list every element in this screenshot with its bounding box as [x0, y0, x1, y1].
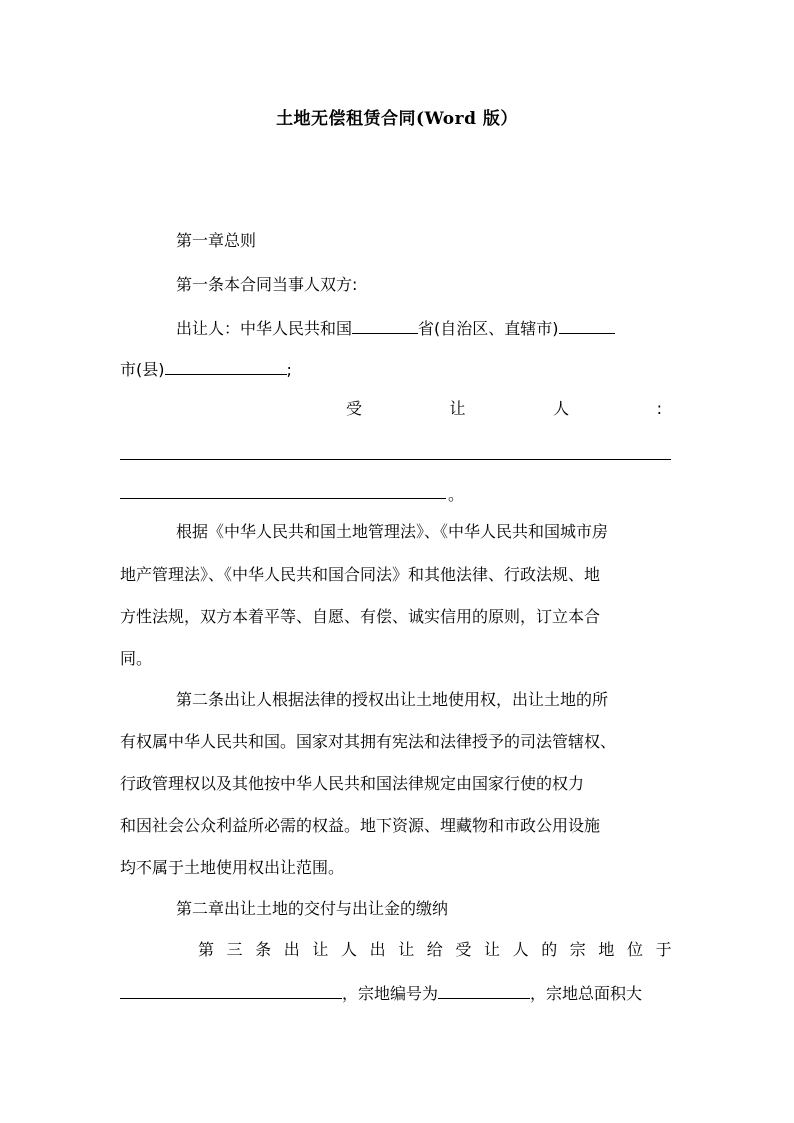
city-blank[interactable]: [559, 316, 615, 334]
province-label: 省(自治区、直辖市): [418, 319, 559, 338]
parcel-number-label: ，宗地编号为: [342, 984, 439, 1003]
county-end: ;: [286, 360, 292, 379]
article-2-line-5: 均不属于土地使用权出让范围。: [120, 858, 345, 877]
county-line: [120, 357, 674, 381]
parcel-location-blank[interactable]: [120, 981, 342, 999]
grantee-colon: :: [656, 399, 662, 418]
article-1-intro: 第一条本合同当事人双方:: [176, 275, 358, 294]
grantee-end: 。: [448, 485, 465, 504]
article-3-line-1: 第三条出让人出让给受让人的宗地位于: [198, 940, 685, 959]
document-title: 土地无偿租赁合同(Word 版）: [276, 109, 518, 129]
article-2-line-3: 行政管理权以及其他按中华人民共和国法律规定由国家行使的权力: [120, 774, 585, 793]
grantee-label: [346, 398, 662, 420]
grantee-char-2: 让: [449, 399, 466, 418]
grantor-line: [176, 316, 674, 340]
grantor-label: 出让人：中华人民共和国: [176, 319, 353, 338]
chapter-2-heading: 第二章出让土地的交付与出让金的缴纳: [176, 899, 449, 918]
article-2-line-2: 有权属中华人民共和国。国家对其拥有宪法和法律授予的司法管辖权、: [120, 732, 617, 751]
province-blank[interactable]: [352, 316, 418, 334]
parcel-area-label: ，宗地总面积大: [530, 984, 643, 1003]
grantee-char-1: 受: [346, 399, 363, 418]
basis-line-1: 根据《中华人民共和国土地管理法》、《中华人民共和国城市房: [176, 522, 609, 541]
article-2-line-1: 第二条出让人根据法律的授权出让土地使用权，出让土地的所: [176, 690, 609, 709]
basis-line-3: 方性法规，双方本着平等、自愿、有偿、诚实信用的原则，订立本合: [120, 607, 601, 626]
article-2-line-4: 和因社会公众利益所必需的权益。地下资源、埋藏物和市政公用设施: [120, 816, 601, 835]
grantee-blank-1[interactable]: [120, 459, 671, 460]
basis-line-2: 地产管理法》、《中华人民共和国合同法》和其他法律、行政法规、地: [120, 565, 601, 584]
parcel-number-blank[interactable]: [438, 981, 530, 999]
article-3-line-2: [120, 981, 674, 1005]
chapter-1-heading: 第一章总则: [176, 231, 257, 250]
county-label: 市(县): [120, 360, 165, 379]
basis-line-4: 同。: [120, 649, 153, 668]
grantee-blank-2[interactable]: [120, 498, 446, 499]
county-blank[interactable]: [165, 357, 287, 375]
grantee-char-3: 人: [553, 399, 570, 418]
